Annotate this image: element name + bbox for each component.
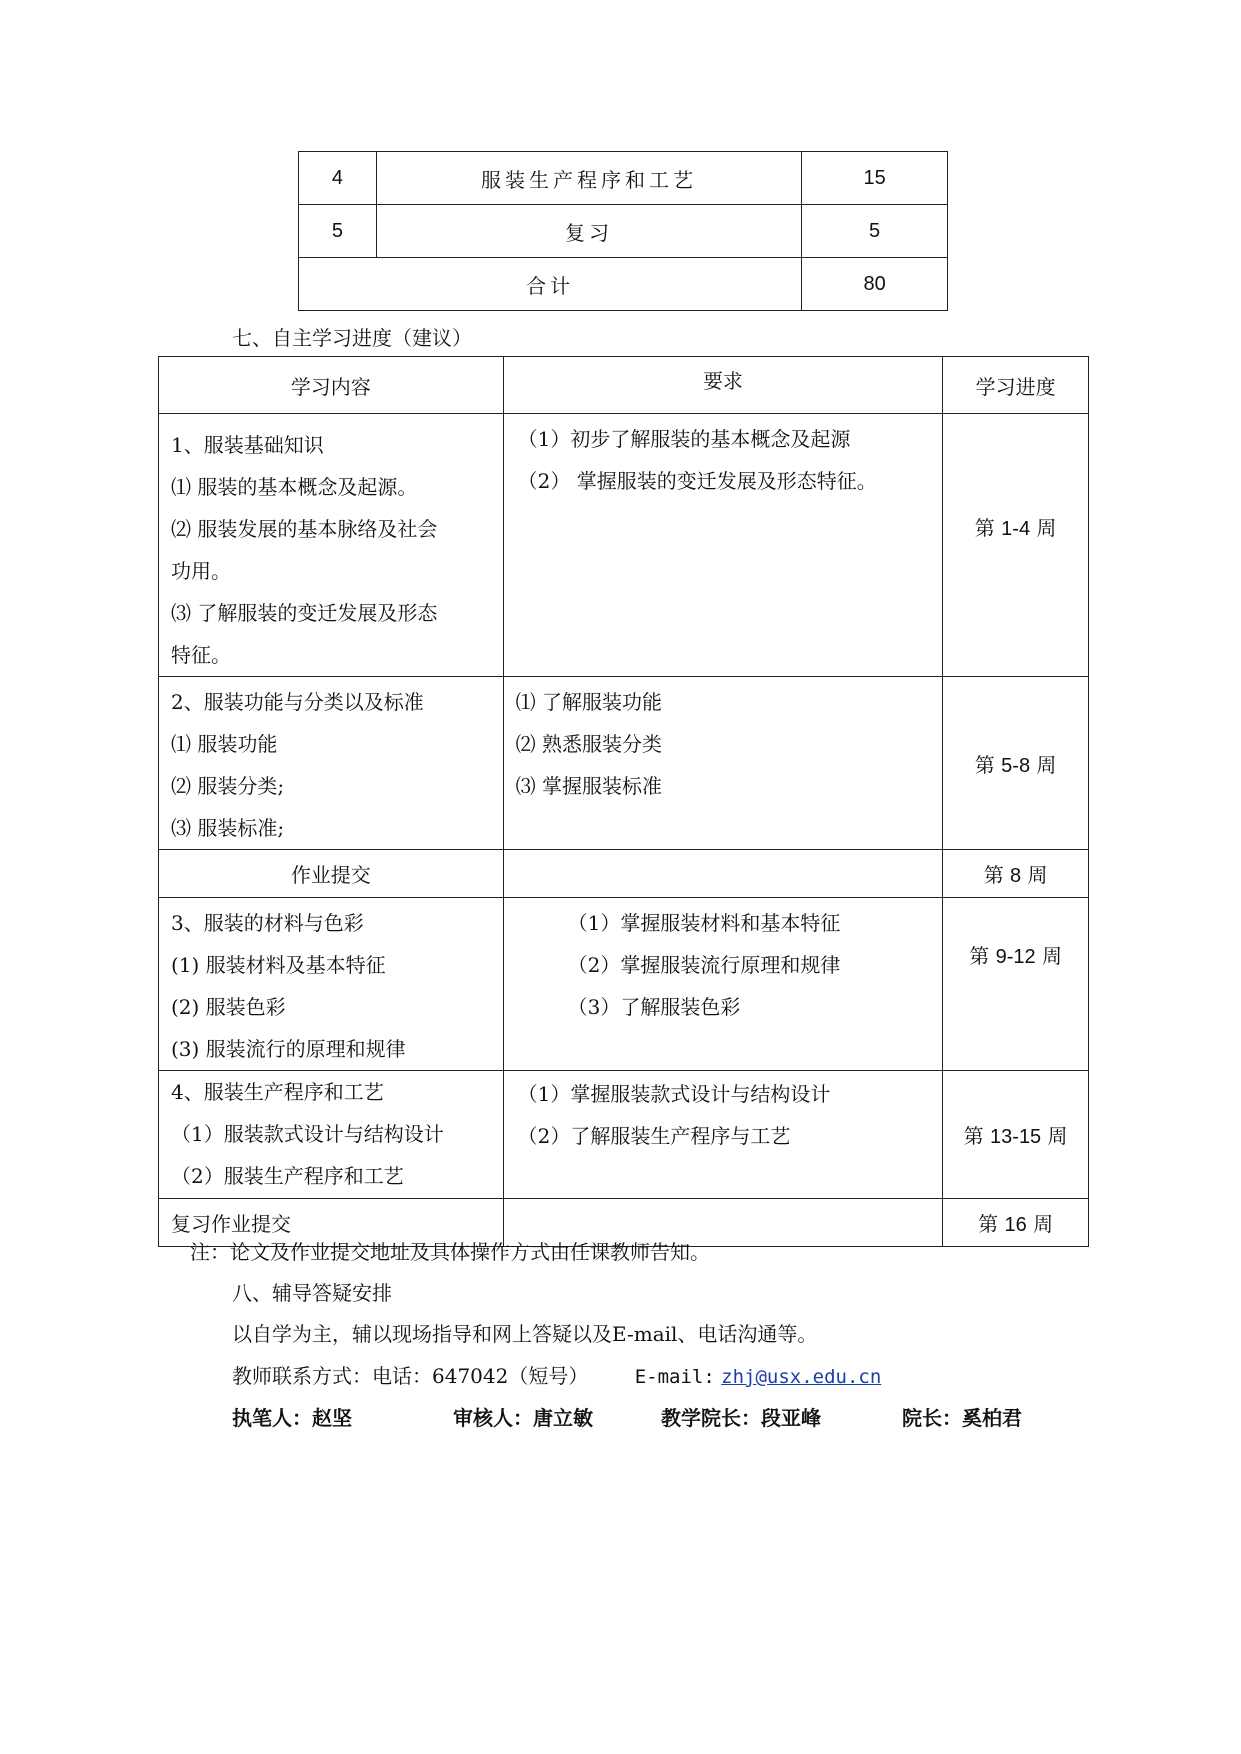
table-row-total xyxy=(299,258,948,311)
content-cell xyxy=(159,898,504,1071)
requirement-cell xyxy=(503,898,943,1071)
total-label: 合计 xyxy=(299,258,802,311)
signature-author: 执笔人：赵坚 xyxy=(232,1406,352,1430)
requirement-line: ⑶ 掌握服装标准 xyxy=(515,774,662,798)
contact-line xyxy=(232,1360,881,1389)
table-row xyxy=(299,205,948,258)
week-prefix: 第 xyxy=(963,1124,991,1148)
week-number: 5-8 xyxy=(1001,754,1031,777)
content-line: （2）服装生产程序和工艺 xyxy=(171,1164,404,1188)
week-suffix: 周 xyxy=(1041,1124,1068,1148)
row-hours: 5 xyxy=(802,205,948,258)
content-line: ⑴ 服装功能 xyxy=(171,732,278,756)
table-header-row xyxy=(159,357,1089,414)
content-cell: 复习作业提交 xyxy=(159,1199,504,1247)
week-prefix: 第 xyxy=(974,752,1002,777)
week-number: 13-15 xyxy=(990,1126,1042,1148)
table-row xyxy=(159,1071,1089,1199)
content-line: （1）服装款式设计与结构设计 xyxy=(171,1122,444,1146)
requirement-line: ⑵ 熟悉服装分类 xyxy=(515,732,662,756)
table-row xyxy=(159,850,1089,898)
content-line: (1) 服装材料及基本特征 xyxy=(171,953,386,977)
table-row xyxy=(159,898,1089,1071)
content-line: 2、服装功能与分类以及标准 xyxy=(171,690,424,714)
section-8-line: 以自学为主，辅以现场指导和网上答疑以及E-mail、电话沟通等。 xyxy=(232,1322,818,1346)
week-number: 16 xyxy=(1004,1214,1027,1236)
progress-cell xyxy=(943,850,1089,898)
requirement-line: （1）掌握服装款式设计与结构设计 xyxy=(517,1082,831,1106)
week-number: 1-4 xyxy=(1001,518,1031,540)
week-number: 9-12 xyxy=(995,946,1036,968)
progress-cell xyxy=(943,1071,1089,1199)
requirement-line: ⑴ 了解服装功能 xyxy=(515,690,662,714)
week-suffix: 周 xyxy=(1021,863,1048,887)
table-row xyxy=(159,414,1089,677)
header-requirement: 要求 xyxy=(503,357,943,414)
requirement-line: （2）掌握服装流行原理和规律 xyxy=(567,953,841,977)
hours-table xyxy=(298,151,948,311)
content-line: ⑴ 服装的基本概念及起源。 xyxy=(171,475,418,499)
signature-teaching-dean: 教学院长：段亚峰 xyxy=(661,1406,821,1430)
progress-cell xyxy=(943,1199,1089,1247)
requirement-cell xyxy=(503,850,943,898)
content-line: 特征。 xyxy=(171,643,231,667)
progress-cell xyxy=(943,414,1089,677)
row-index: 4 xyxy=(299,152,377,205)
content-line: (3) 服装流行的原理和规律 xyxy=(171,1037,406,1061)
content-line: ⑵ 服装分类; xyxy=(171,774,285,798)
requirement-cell xyxy=(503,677,943,850)
schedule-table xyxy=(158,356,1089,1247)
contact-prefix: 教师联系方式：电话：647042（短号） xyxy=(232,1364,589,1388)
row-hours: 15 xyxy=(802,152,948,205)
row-index: 5 xyxy=(299,205,377,258)
email-label: E-mail: xyxy=(634,1366,715,1388)
header-content: 学习内容 xyxy=(159,357,504,414)
requirement-line: （1）掌握服装材料和基本特征 xyxy=(567,911,841,935)
content-cell xyxy=(159,1071,504,1199)
table-row xyxy=(299,152,948,205)
week-suffix: 周 xyxy=(1035,944,1062,968)
content-cell: 作业提交 xyxy=(159,850,504,898)
requirement-line: （2） 掌握服装的变迁发展及形态特征。 xyxy=(517,469,877,493)
content-cell xyxy=(159,414,504,677)
requirement-line: （1）初步了解服装的基本概念及起源 xyxy=(517,427,851,451)
progress-cell xyxy=(943,677,1089,850)
week-suffix: 周 xyxy=(1030,752,1057,777)
content-line: ⑶ 服装标准; xyxy=(171,816,285,840)
content-line: 3、服装的材料与色彩 xyxy=(171,911,364,935)
content-line: ⑶ 了解服装的变迁发展及形态 xyxy=(171,601,438,625)
signature-reviewer: 审核人：唐立敏 xyxy=(453,1406,593,1430)
content-line: 4、服装生产程序和工艺 xyxy=(171,1080,384,1104)
section-8-title: 八、辅导答疑安排 xyxy=(232,1281,392,1305)
week-prefix: 第 xyxy=(978,1212,1005,1236)
requirement-cell xyxy=(503,414,943,677)
note-text: 注：论文及作业提交地址及具体操作方式由任课教师告知。 xyxy=(190,1240,710,1264)
content-line: 功用。 xyxy=(171,559,231,583)
week-prefix: 第 xyxy=(983,863,1011,887)
requirement-cell xyxy=(503,1071,943,1199)
content-line: 1、服装基础知识 xyxy=(171,433,324,457)
header-progress: 学习进度 xyxy=(943,357,1089,414)
week-prefix: 第 xyxy=(969,944,996,968)
signature-dean: 院长：奚柏君 xyxy=(902,1406,1022,1430)
row-item: 服装生产程序和工艺 xyxy=(376,152,801,205)
content-line: (2) 服装色彩 xyxy=(171,995,286,1019)
requirement-line: （2）了解服装生产程序与工艺 xyxy=(517,1124,791,1148)
section-7-title: 七、自主学习进度（建议） xyxy=(232,326,472,350)
requirement-line: （3）了解服装色彩 xyxy=(567,995,741,1019)
progress-cell xyxy=(943,898,1089,1071)
week-number: 8 xyxy=(1010,865,1022,887)
week-suffix: 周 xyxy=(1030,516,1057,540)
content-line: ⑵ 服装发展的基本脉络及社会 xyxy=(171,517,438,541)
week-prefix: 第 xyxy=(974,516,1002,540)
table-row xyxy=(159,677,1089,850)
email-link[interactable]: zhj@usx.edu.cn xyxy=(721,1366,882,1388)
row-item: 复习 xyxy=(376,205,801,258)
content-cell xyxy=(159,677,504,850)
total-value: 80 xyxy=(802,258,948,311)
week-suffix: 周 xyxy=(1026,1212,1054,1236)
